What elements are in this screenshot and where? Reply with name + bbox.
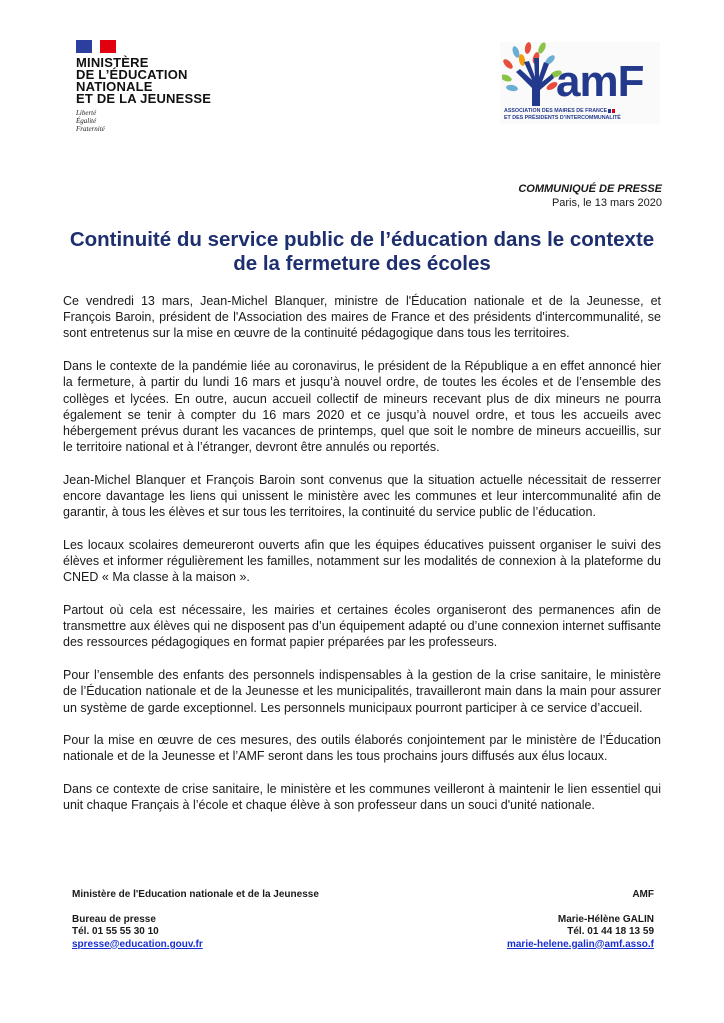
amf-subtitle: ASSOCIATION DES MAIRES DE FRANCE ET DES PRÉSIDENTS D’INTERCOMMUNALITÉ	[504, 108, 621, 121]
ministry-logo	[76, 40, 246, 133]
paragraph: Partout où cela est nécessaire, les mairies et certaines écoles organiseront des permanences afin de transmettre aux élèves qui ne disposent pas d’un équipement adapté ou d’une connexion internet suffisante des ressources pédagogiques en format papier préparées par les professeurs.	[63, 603, 661, 650]
paragraph: Les locaux scolaires demeureront ouverts afin que les équipes éducatives puissent organiser le suivi des élèves et informer régulièrement les familles, notamment sur les modalités de connexion à la plateforme du CNED « Ma classe à la maison ».	[63, 537, 661, 585]
footer-dept: Bureau de presse	[72, 913, 156, 925]
document-body	[63, 293, 661, 830]
amf-email-link[interactable]: marie-helene.galin@amf.asso.f	[506, 938, 654, 950]
ministry-name: MINISTÈRE DE L’ÉDUCATION NATIONALE ET DE LA JEUNESSE	[76, 55, 212, 106]
footer-org: Ministère de l'Education nationale et de la Jeunesse	[72, 889, 319, 900]
footer-phone: Tél. 01 55 55 30 10	[72, 926, 159, 937]
paragraph: Dans le contexte de la pandémie liée au coronavirus, le président de la République a en effet annoncé hier la fermeture, à partir du lundi 16 mars et jusqu’à nouvel ordre, de toutes les écoles et de l’ensemble des collèges et lycées. En outre, aucun accueil collectif de mineurs recevant plus de dix mineurs ne pourra également se tenir à compter du 16 mars 2020 et ce jusqu’à nouvel ordre, et tous les accueils avec hébergement prévus durant les vacances de printemps, quel que soit le nombre de mineurs accueillis, sur le territoire national et à l’étranger, devront être annulés ou reportés.	[63, 359, 661, 455]
paragraph: Dans ce contexte de crise sanitaire, le ministère et les communes veilleront à maintenir le lien essentiel qui unit chaque Français à l’école et chaque élève à son professeur dans un souci d'unité nationale.	[63, 782, 661, 813]
footer-org: AMF	[632, 889, 654, 900]
ministry-email-link[interactable]: spresse@education.gouv.fr	[72, 938, 203, 950]
document-title: Continuité du service public de l’éducation dans le contexte de la fermeture des écoles	[69, 228, 655, 275]
footer-phone: Tél. 01 44 18 13 59	[567, 926, 654, 937]
amf-wordmark: amF	[556, 57, 644, 106]
document-kind: COMMUNIQUÉ DE PRESSE	[518, 183, 662, 195]
french-flag-icon	[76, 40, 116, 53]
footer-ministry-contact	[72, 889, 319, 951]
footer-contact-name: Marie-Hélène GALIN	[557, 913, 654, 925]
paragraph: Pour l’ensemble des enfants des personnels indispensables à la gestion de la crise sanitaire, le ministère de l’Éducation nationale et de la Jeunesse et les municipalités, travailleront main dans la main pour assurer un système de garde exceptionnel. Les personnels municipaux pourront participer à ce service d’accueil.	[63, 668, 661, 715]
paragraph: Ce vendredi 13 mars, Jean-Michel Blanquer, ministre de l'Éducation nationale et de la Jeunesse, et François Baroin, président de l'Association des maires de France et des présidents d'intercommunalité, se sont entretenus sur la mise en œuvre de la continuité pédagogique dans tous les territoires.	[63, 294, 661, 341]
press-header	[518, 182, 662, 210]
paragraph: Pour la mise en œuvre de ces mesures, des outils élaborés conjointement par le ministère de l’Éducation nationale et de la Jeunesse et l’AMF seront dans les tous prochains jours diffusés aux élus locaux.	[63, 733, 661, 764]
amf-logo	[500, 42, 660, 124]
footer-amf-contact	[507, 889, 654, 951]
republic-motto: Liberté Égalité Fraternité	[76, 109, 105, 133]
place-date: Paris, le 13 mars 2020	[551, 197, 662, 209]
paragraph: Jean-Michel Blanquer et François Baroin sont convenus que la situation actuelle nécessitait de resserrer encore davantage les liens qui unissent le ministère avec les communes et leur intercommunalité afin de garantir, à tous les élèves et sur tous les territoires, la continuité du service public de l’éducation.	[63, 472, 661, 520]
